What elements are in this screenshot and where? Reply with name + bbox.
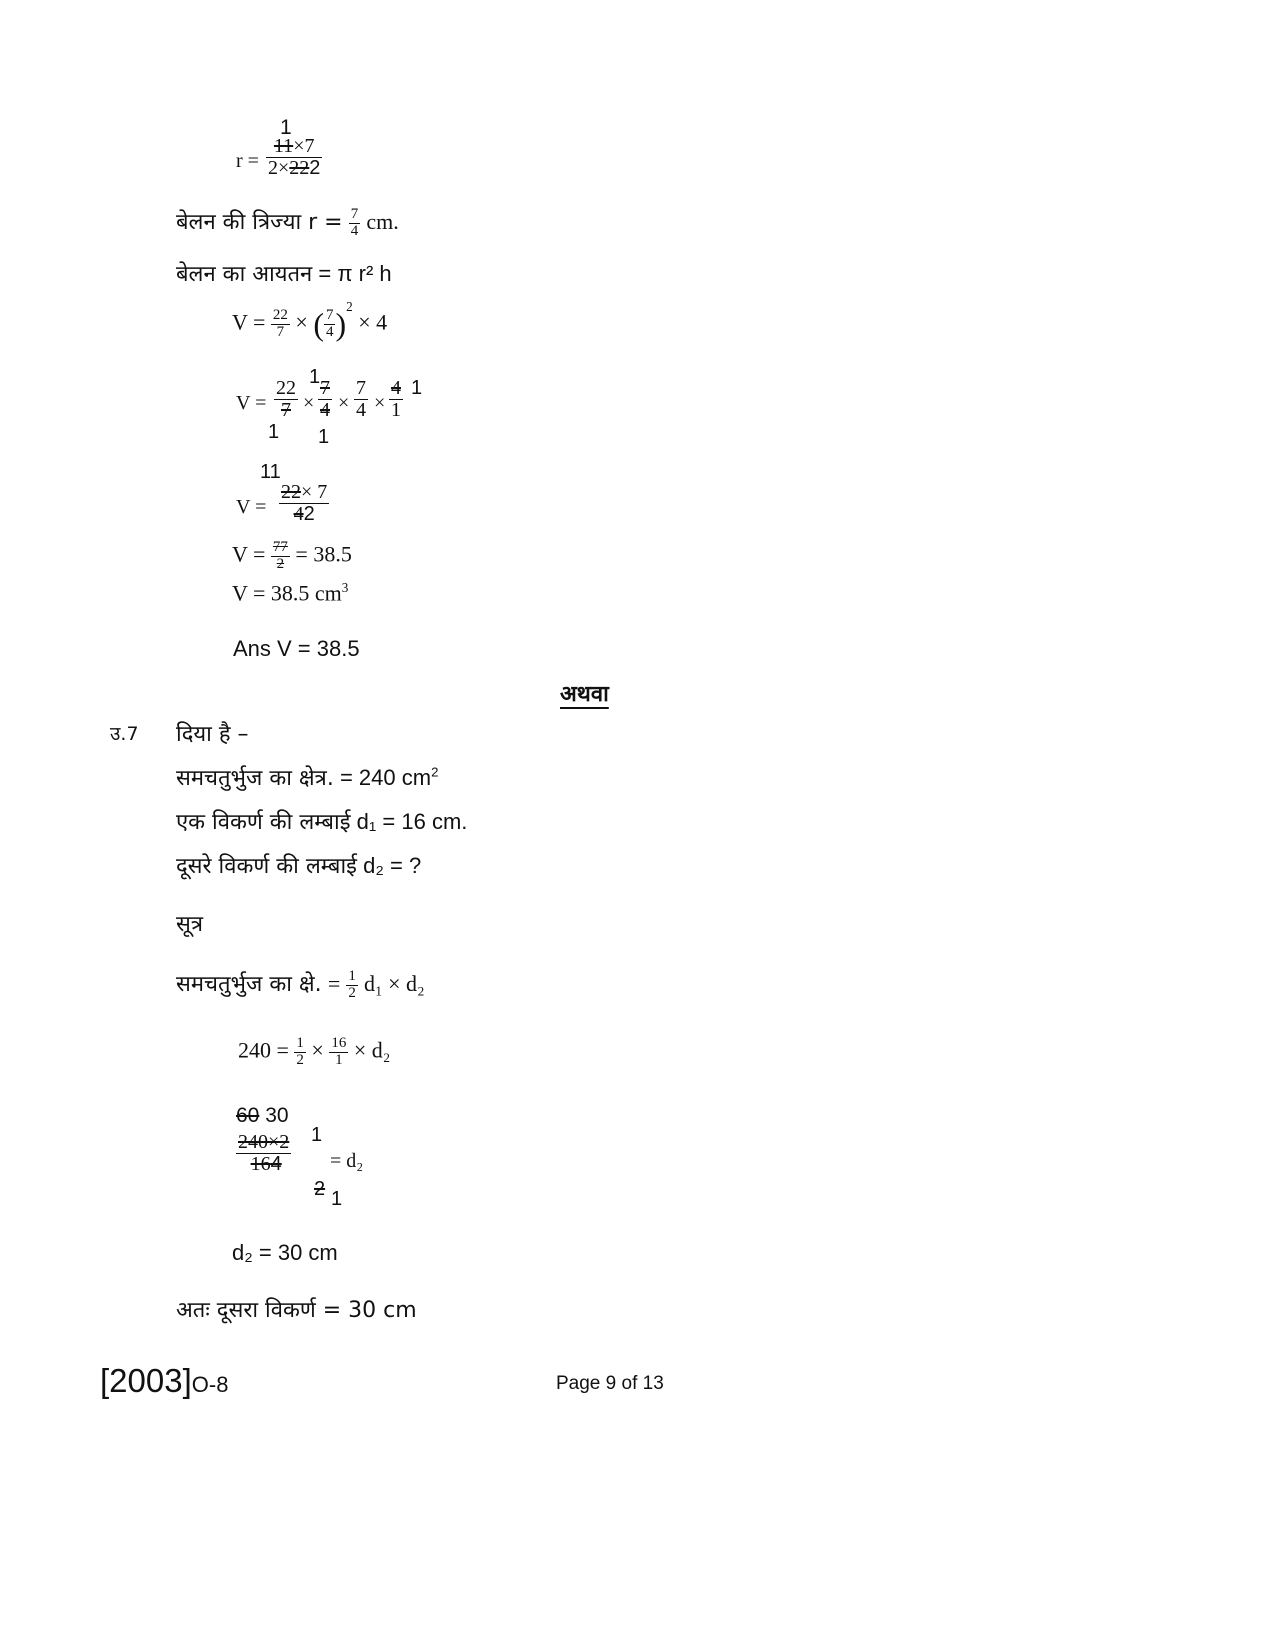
step-1: [238, 1036, 390, 1069]
formula-label: समचतुर्भुज का क्षे.: [176, 972, 322, 997]
rest: × d₂: [353, 1037, 391, 1063]
fraction: [271, 308, 290, 341]
struck-value: 7: [281, 399, 291, 421]
cancel-note: 1: [318, 426, 330, 448]
struck-value: 22: [281, 481, 301, 503]
result: d₂ = 30 cm: [232, 1240, 338, 1265]
numerator: 7: [325, 307, 334, 324]
struck-value: 22: [289, 157, 310, 179]
struck-value: 4: [293, 503, 304, 525]
page-number: Page 9 of 13: [556, 1373, 664, 1394]
v-value: 38.5 cm: [270, 580, 342, 606]
struck-value: 4: [391, 377, 401, 399]
denominator: 4: [350, 222, 359, 239]
fraction: [354, 378, 368, 421]
v-label: V =: [232, 309, 266, 335]
denominator: 2: [348, 984, 356, 1001]
times: ×: [295, 309, 308, 335]
area-value: = 240 cm: [339, 765, 432, 790]
denominator: 4: [356, 399, 366, 421]
d2-line: [176, 850, 421, 880]
numerator-rest: ×7: [293, 135, 315, 157]
volume-step-4: [232, 540, 352, 573]
footer-code: [100, 1362, 228, 1400]
power: 3: [341, 580, 349, 595]
times: ×: [311, 1037, 324, 1063]
numerator: 7: [350, 205, 359, 222]
d1-value: d₁ = 16 cm.: [356, 809, 468, 834]
code-suffix: O-8: [191, 1372, 229, 1397]
power: 2: [346, 299, 353, 315]
fraction: [389, 378, 403, 421]
cancel-note: 1: [331, 1188, 343, 1210]
result: = 38.5: [295, 541, 352, 567]
struck-value: 11: [273, 135, 294, 157]
denominator: 2: [296, 1051, 304, 1068]
cancel-note: 1: [411, 377, 423, 399]
radius-label: बेलन की त्रिज्या r =: [176, 210, 343, 235]
or-heading: अथवा: [560, 682, 609, 707]
volume-step-1: V = $\frac{22}{7}$ × ( $\frac{7}{4}$ )$^2$ × 4: [232, 299, 388, 342]
conclusion: अतः दूसरा विकर्ण = 30 cm: [176, 1298, 417, 1323]
struck-value: 4: [270, 1153, 282, 1175]
v-label: V =: [232, 541, 266, 567]
numerator: 7: [356, 377, 366, 399]
struck-value: 16: [250, 1153, 271, 1175]
struck-value: 77: [272, 539, 288, 555]
volume-label: बेलन का आयतन: [176, 262, 313, 287]
cancel-note: 1: [311, 1124, 323, 1146]
r-label: r =: [236, 150, 259, 172]
denominator: 1: [335, 1051, 343, 1068]
r-fraction: [266, 136, 322, 179]
fraction: [236, 1132, 291, 1175]
fraction: [294, 1036, 306, 1069]
struck-value: 60: [236, 1104, 260, 1127]
d2-value: d₂ = ?: [363, 853, 422, 878]
d2-label: दूसरे विकर्ण की लम्बाई: [176, 854, 357, 879]
tail: × 4: [358, 309, 388, 335]
cancel-note: 1: [280, 116, 292, 139]
cancel-note: 1: [268, 421, 280, 443]
fraction: [329, 1036, 348, 1069]
given-heading: दिया है –: [176, 722, 249, 747]
v-label: V =: [232, 580, 266, 606]
d1-line: [176, 806, 467, 836]
denominator-pre: 2×: [268, 157, 290, 179]
radius-line: [176, 206, 399, 239]
cancel-row: [236, 1104, 289, 1128]
code-main: [2003]: [100, 1362, 192, 1399]
numerator: 1: [296, 1035, 304, 1051]
radius-unit: cm.: [366, 209, 399, 234]
lhs: 240 =: [238, 1037, 289, 1063]
numerator: 22: [276, 377, 296, 399]
struck-value: 240×2: [238, 1131, 290, 1153]
fraction: [279, 482, 329, 525]
volume-formula: = π r² h: [318, 261, 392, 286]
rhs: = d₂: [330, 1150, 364, 1172]
denominator: 4: [325, 324, 334, 340]
cancel-note: 11: [260, 461, 281, 483]
cancel-note: 1: [309, 366, 321, 388]
fraction: [318, 378, 332, 421]
d1-label: एक विकर्ण की लम्बाई: [176, 810, 351, 835]
power: 2: [431, 764, 439, 780]
denominator: 1: [391, 399, 401, 421]
area-line: [176, 762, 438, 792]
v-label: V =: [236, 392, 267, 414]
equals: =: [327, 971, 341, 996]
denominator: 7: [276, 324, 285, 340]
v-label: V =: [236, 496, 267, 518]
fraction: [274, 378, 298, 421]
cancel-note: 2: [303, 503, 315, 525]
question-number: उ.7: [110, 723, 139, 745]
area-label: समचतुर्भुज का क्षेत्र.: [176, 766, 334, 791]
formula-heading: सूत्र: [176, 912, 204, 937]
fraction: [346, 969, 358, 1002]
fraction: [271, 540, 290, 573]
radius-fraction: [349, 207, 361, 240]
cancel-note: 30: [265, 1104, 289, 1127]
formula-rest: d₁ × d₂: [363, 971, 425, 996]
numerator: 1: [348, 967, 356, 984]
answer: Ans V = 38.5: [233, 636, 360, 661]
formula-line: [176, 968, 425, 1001]
struck-value: 2: [276, 555, 285, 572]
numerator: 22: [272, 307, 288, 324]
volume-formula-line: [176, 258, 392, 288]
struck-value: 4: [320, 399, 330, 421]
numerator: 16: [331, 1035, 347, 1051]
paren-fraction: [324, 308, 336, 341]
struck-value: 2: [314, 1178, 326, 1200]
numerator-rest: × 7: [301, 481, 328, 503]
struck-value: 7: [320, 377, 330, 399]
volume-step-5: [232, 580, 348, 606]
cancel-note: 2: [309, 157, 321, 179]
